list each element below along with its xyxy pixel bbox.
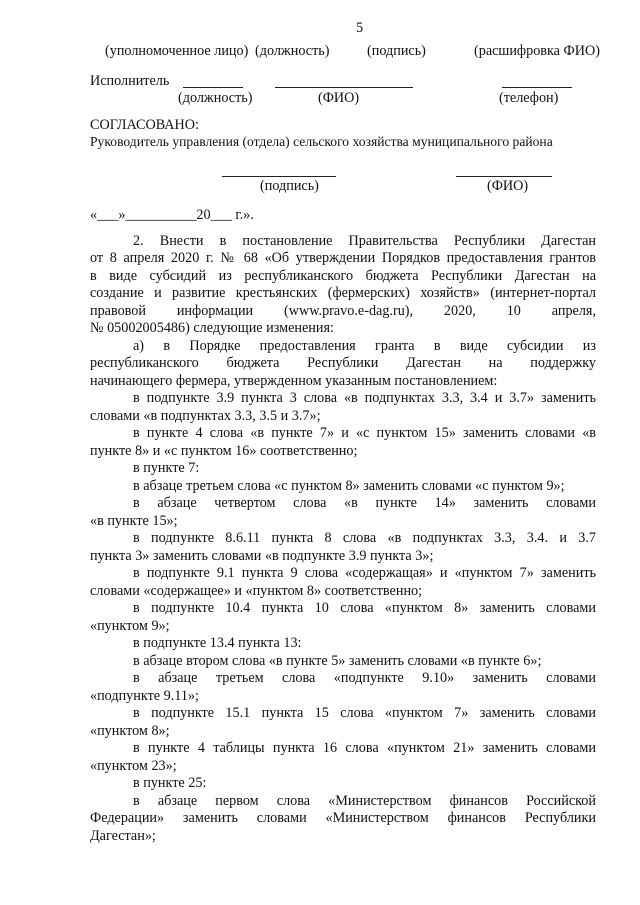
body-line: в подпункте 3.9 пункта 3 слова «в подпунктах 3.3, 3.4 и 3.7» заменить	[133, 390, 596, 406]
executor-label: Исполнитель	[90, 73, 170, 89]
body-line: в абзаце четвертом слова «в пункте 14» заменить словами	[133, 495, 596, 511]
executor-phone-line	[502, 87, 572, 88]
body-line: начинающего фермера, утвержденном указанным постановлением:	[90, 373, 498, 389]
body-line: в абзаце третьем слова «с пунктом 8» заменить словами «с пунктом 9»;	[133, 478, 565, 494]
body-line: в виде субсидий из республиканского бюджета Республики Дагестан на	[90, 268, 596, 284]
approved-label: СОГЛАСОВАНО:	[90, 117, 199, 133]
body-line: в пункте 4 таблицы пункта 16 слова «пунктом 21» заменить словами	[133, 740, 596, 756]
body-line: в подпункте 9.1 пункта 9 слова «содержащая» и «пунктом 7» заменить	[133, 565, 596, 581]
approved-signature-caption: (подпись)	[260, 178, 319, 194]
body-line: «подпункте 9.11»;	[90, 688, 199, 704]
executor-position-line	[183, 87, 243, 88]
position-caption: (должность)	[255, 43, 330, 59]
executor-fio-line	[275, 87, 413, 88]
body-line: от 8 апреля 2020 г. № 68 «Об утверждении Порядков предоставления грантов	[90, 250, 596, 266]
body-line: в пункте 7:	[133, 460, 200, 476]
body-line: пункта 3» заменить словами «в подпункте 3.9 пункта 3»;	[90, 548, 434, 564]
name-decoding-caption: (расшифровка ФИО)	[474, 43, 600, 59]
body-line: в подпункте 13.4 пункта 13:	[133, 635, 302, 651]
body-line: а) в Порядке предоставления гранта в виде субсидии из	[133, 338, 596, 354]
signature-caption: (подпись)	[367, 43, 426, 59]
body-line: Дагестан»;	[90, 828, 156, 844]
executor-phone-caption: (телефон)	[499, 90, 559, 106]
body-line: словами «в подпунктах 3.3, 3.5 и 3.7»;	[90, 408, 321, 424]
body-line: Федерации» заменить словами «Министерством финансов Республики	[90, 810, 596, 826]
body-line: «в пункте 15»;	[90, 513, 178, 529]
approved-head-title: Руководитель управления (отдела) сельского хозяйства муниципального района	[90, 134, 553, 149]
body-line: создание и развитие крестьянских (фермерских) хозяйств» (интернет-портал	[90, 285, 596, 301]
body-line: правовой информации (www.pravo.e-dag.ru), 2020, 10 апреля,	[90, 303, 596, 319]
body-line: словами «содержащее» и «пунктом 8» соответственно;	[90, 583, 423, 599]
body-line: в подпункте 8.6.11 пункта 8 слова «в подпунктах 3.3, 3.4. и 3.7	[133, 530, 596, 546]
date-line: «___»__________20___ г.».	[90, 207, 254, 223]
body-line: республиканского бюджета Республики Дагестан на поддержку	[90, 355, 596, 371]
body-line: в абзаце втором слова «в пункте 5» заменить словами «в пункте 6»;	[133, 653, 542, 669]
approved-signature-line	[222, 176, 336, 177]
body-line: пункте 8» и «с пунктом 16» соответственно;	[90, 443, 358, 459]
approved-fio-line	[456, 176, 552, 177]
body-line: в подпункте 10.4 пункта 10 слова «пунктом 8» заменить словами	[133, 600, 596, 616]
body-line: в абзаце первом слова «Министерством финансов Российской	[133, 793, 596, 809]
body-line: в абзаце третьем слова «подпункте 9.10» заменить словами	[133, 670, 596, 686]
body-line: в пункте 4 слова «в пункте 7» и «с пунктом 15» заменить словами «в	[133, 425, 596, 441]
approved-fio-caption: (ФИО)	[487, 178, 529, 194]
body-line: 2. Внести в постановление Правительства Республики Дагестан	[133, 233, 596, 249]
body-line: № 05002005486) следующие изменения:	[90, 320, 334, 336]
executor-fio-caption: (ФИО)	[318, 90, 360, 106]
authorized-person-caption: (уполномоченное лицо)	[105, 43, 249, 59]
body-line: в подпункте 15.1 пункта 15 слова «пунктом 7» заменить словами	[133, 705, 596, 721]
body-line: в пункте 25:	[133, 775, 207, 791]
body-line: «пунктом 23»;	[90, 758, 177, 774]
body-line: «пунктом 8»;	[90, 723, 170, 739]
page-number: 5	[356, 20, 364, 36]
executor-position-caption: (должность)	[178, 90, 253, 106]
body-line: «пунктом 9»;	[90, 618, 170, 634]
